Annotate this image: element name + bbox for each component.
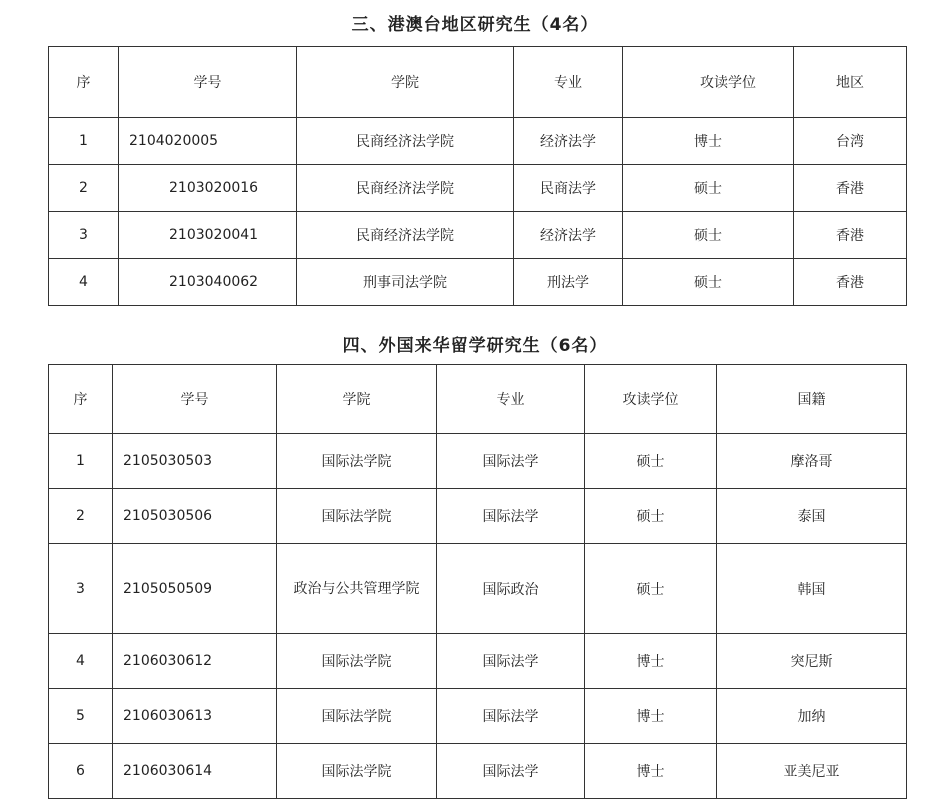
section4-title: 四、外国来华留学研究生（6名） <box>342 336 608 356</box>
cell-degree: 硕士 <box>623 165 794 212</box>
cell-college: 国际法学院 <box>277 434 437 489</box>
cell-index: 5 <box>49 689 113 744</box>
cell-nationality: 突尼斯 <box>717 634 907 689</box>
header-region: 地区 <box>794 47 907 118</box>
cell-nationality: 摩洛哥 <box>717 434 907 489</box>
cell-student-id: 2103040062 <box>119 259 297 306</box>
cell-index: 3 <box>49 212 119 259</box>
cell-degree: 硕士 <box>585 434 717 489</box>
header-nationality: 国籍 <box>717 365 907 434</box>
cell-college: 国际法学院 <box>277 744 437 799</box>
cell-degree: 硕士 <box>585 489 717 544</box>
cell-student-id: 2106030613 <box>113 689 277 744</box>
cell-major: 国际法学 <box>437 744 585 799</box>
cell-degree: 硕士 <box>623 259 794 306</box>
header-college: 学院 <box>277 365 437 434</box>
header-degree: 攻读学位 <box>585 365 717 434</box>
cell-nationality: 泰国 <box>717 489 907 544</box>
table-row <box>49 165 907 212</box>
cell-major: 国际法学 <box>437 689 585 744</box>
header-student-id: 学号 <box>119 47 297 118</box>
cell-index: 4 <box>49 259 119 306</box>
cell-major: 经济法学 <box>514 118 623 165</box>
cell-region: 香港 <box>794 165 907 212</box>
table-row <box>49 118 907 165</box>
cell-major: 经济法学 <box>514 212 623 259</box>
table-row <box>49 259 907 306</box>
cell-degree: 博士 <box>585 744 717 799</box>
cell-nationality: 加纳 <box>717 689 907 744</box>
cell-degree: 博士 <box>623 118 794 165</box>
header-degree: 攻读学位 <box>623 47 794 118</box>
cell-major: 国际法学 <box>437 489 585 544</box>
cell-college: 民商经济法学院 <box>297 118 514 165</box>
table-row <box>49 634 907 689</box>
cell-student-id: 2105050509 <box>113 544 277 634</box>
cell-index: 2 <box>49 165 119 212</box>
header-major: 专业 <box>514 47 623 118</box>
cell-index: 6 <box>49 744 113 799</box>
table-row <box>49 744 907 799</box>
table-row <box>49 212 907 259</box>
cell-degree: 博士 <box>585 634 717 689</box>
cell-college: 民商经济法学院 <box>297 212 514 259</box>
table-row <box>49 689 907 744</box>
header-row <box>49 365 907 434</box>
section3-title: 三、港澳台地区研究生（4名） <box>351 15 599 35</box>
cell-index: 4 <box>49 634 113 689</box>
cell-major: 国际法学 <box>437 634 585 689</box>
cell-student-id: 2103020016 <box>119 165 297 212</box>
cell-college: 国际法学院 <box>277 489 437 544</box>
cell-region: 香港 <box>794 259 907 306</box>
cell-degree: 博士 <box>585 689 717 744</box>
cell-college: 国际法学院 <box>277 634 437 689</box>
cell-major: 刑法学 <box>514 259 623 306</box>
cell-index: 1 <box>49 434 113 489</box>
cell-major: 国际法学 <box>437 434 585 489</box>
cell-student-id: 2103020041 <box>119 212 297 259</box>
hk-macao-taiwan-students-table <box>48 46 907 306</box>
cell-college: 政治与公共管理学院 <box>277 544 437 634</box>
cell-nationality: 亚美尼亚 <box>717 744 907 799</box>
international-students-table <box>48 364 907 799</box>
cell-region: 香港 <box>794 212 907 259</box>
header-college: 学院 <box>297 47 514 118</box>
cell-major: 民商法学 <box>514 165 623 212</box>
header-major: 专业 <box>437 365 585 434</box>
header-index: 序 <box>49 47 119 118</box>
cell-region: 台湾 <box>794 118 907 165</box>
cell-student-id: 2106030612 <box>113 634 277 689</box>
cell-student-id: 2106030614 <box>113 744 277 799</box>
header-student-id: 学号 <box>113 365 277 434</box>
cell-college: 国际法学院 <box>277 689 437 744</box>
cell-college: 刑事司法学院 <box>297 259 514 306</box>
cell-index: 3 <box>49 544 113 634</box>
table-row <box>49 544 907 634</box>
cell-degree: 硕士 <box>585 544 717 634</box>
cell-college: 民商经济法学院 <box>297 165 514 212</box>
cell-index: 1 <box>49 118 119 165</box>
cell-major: 国际政治 <box>437 544 585 634</box>
cell-nationality: 韩国 <box>717 544 907 634</box>
table-row <box>49 489 907 544</box>
header-row <box>49 47 907 118</box>
cell-student-id: 2105030506 <box>113 489 277 544</box>
cell-student-id: 2105030503 <box>113 434 277 489</box>
header-index: 序 <box>49 365 113 434</box>
cell-index: 2 <box>49 489 113 544</box>
cell-student-id: 2104020005 <box>119 118 297 165</box>
table-row <box>49 434 907 489</box>
cell-degree: 硕士 <box>623 212 794 259</box>
